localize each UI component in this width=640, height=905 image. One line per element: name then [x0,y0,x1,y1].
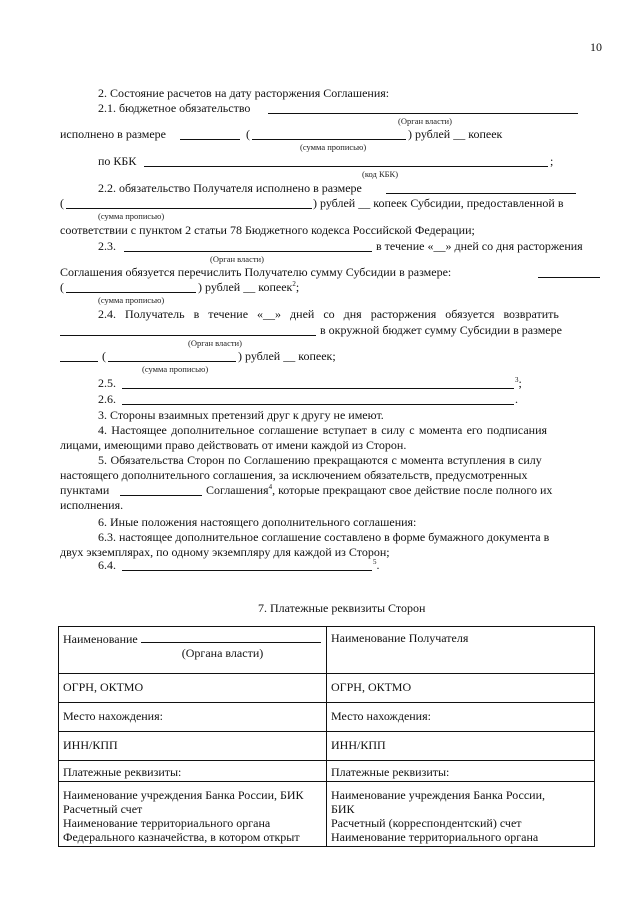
p21-paren-open: ( [246,127,250,141]
right-bank-line: Наименование территориального органа [331,830,539,844]
p23-amount-line[interactable] [538,277,600,278]
p64-end: $^5$. [373,558,380,572]
p26-end: . [515,392,518,406]
p23-paren-open: ( [60,280,64,294]
p21-amount-words-line[interactable] [252,139,406,140]
p22-label: 2.2. обязательство Получателя исполнено в размере [98,181,362,195]
section-5-line3-rest: Соглашения$^4$, которые прекращают свое действие после полного их [206,483,553,497]
table-row [59,627,595,674]
section-4-line2: лицами, имеющими право действовать от имени каждой из Сторон. [60,438,407,452]
p26-label: 2.6. [98,392,116,406]
p25-end: $^3$; [515,376,522,390]
section-5-line1: 5. Обязательства Сторон по Соглашению прекращаются с момента вступления в силу [98,453,542,467]
left-location-cell: Место нахождения: [59,703,327,732]
p21-amount-caption: (сумма прописью) [300,142,367,152]
p22-rubles-text: ) рублей __ копеек Субсидии, предоставленной в [313,196,564,210]
p24-organ-caption: (Орган власти) [188,338,242,348]
p23-amount-words-line[interactable] [66,292,196,293]
right-payment-cell: Платежные реквизиты: [327,761,595,782]
right-name-label: Наименование Получателя [331,631,469,645]
p24-budget-text: в окружной бюджет сумму Субсидии в размере [320,323,562,337]
p23-organ-line[interactable] [124,251,372,252]
right-bank-line: БИК [331,802,355,816]
right-inn-cell: ИНН/КПП [327,732,595,761]
p24-amount-line[interactable] [60,361,98,362]
p22-amount-line[interactable] [386,193,576,194]
left-bank-cell [59,782,327,847]
p22-amount-words-line[interactable] [66,208,312,209]
p24-line1: 2.4. Получатель в течение «__» дней со дня расторжения обязуется возвратить [98,307,559,321]
kbk-semicolon: ; [550,154,554,168]
p23-rubles-text: ) рублей __ копеек$^2$; [198,280,300,294]
section-7-heading: 7. Платежные реквизиты Сторон [258,601,426,615]
p21-organ-caption: (Орган власти) [398,116,452,126]
p24-amount-words-line[interactable] [108,361,236,362]
left-bank-line: Федерального казначейства, в котором открыт [63,830,300,844]
p23-days: в течение «__» дней со дня расторжения [376,239,583,253]
left-name-cell [59,627,327,674]
section-5-line4: исполнения. [60,498,124,512]
p64-line[interactable] [122,570,372,571]
table-row [59,674,595,703]
requisites-table [58,626,595,847]
right-bank-cell [327,782,595,847]
section-2-heading: 2. Состояние расчетов на дату расторжения Соглашения: [98,86,390,100]
table-row [59,703,595,732]
kbk-caption: (код КБК) [362,169,399,179]
p22-amount-caption: (сумма прописью) [98,211,165,221]
p64-label: 6.4. [98,558,116,572]
p21-rubles-kopeks: ) рублей __ копеек [408,127,503,141]
p63-line1: 6.3. настоящее дополнительное соглашение составлено в форме бумажного документа в [98,530,550,544]
p25-label: 2.5. [98,376,116,390]
p23-label: 2.3. [98,239,116,253]
kbk-line[interactable] [144,166,548,167]
right-bank-line: Наименование учреждения Банка России, [331,788,545,802]
p26-line[interactable] [122,404,514,405]
left-bank-line: Расчетный счет [63,802,143,816]
right-name-cell [327,627,595,674]
right-ogrn-cell: ОГРН, ОКТМО [327,674,595,703]
p22-basis: соответствии с пунктом 2 статьи 78 Бюджетного кодекса Российской Федерации; [60,223,475,237]
p23-organ-caption: (Орган власти) [210,254,264,264]
section-5-points-line[interactable] [120,495,202,496]
p24-amount-caption: (сумма прописью) [142,364,209,374]
left-bank-line: Наименование учреждения Банка России, БИК [63,788,304,802]
p24-paren-open: ( [102,349,106,363]
right-bank-line: Расчетный (корреспондентский) счет [331,816,522,830]
p24-rubles-text: ) рублей __ копеек; [238,349,336,363]
page-number: 10 [590,40,602,54]
p63-line2: двух экземплярах, по одному экземпляру для каждой из Сторон; [60,545,390,559]
section-5-points-label: пунктами [60,483,110,497]
left-inn-cell: ИНН/КПП [59,732,327,761]
left-payment-cell: Платежные реквизиты: [59,761,327,782]
table-row [59,732,595,761]
p22-paren-open: ( [60,196,64,210]
left-bank-line: Наименование территориального органа [63,816,271,830]
p21-label: 2.1. бюджетное обязательство [98,101,251,115]
p21-amount-line[interactable] [180,139,240,140]
p21-organ-line[interactable] [268,113,578,114]
p21-executed-label: исполнено в размере [60,127,166,141]
section-4-line1: 4. Настоящее дополнительное соглашение вступает в силу с момента его подписания [98,423,548,437]
p24-organ-line[interactable] [60,335,316,336]
right-location-cell: Место нахождения: [327,703,595,732]
kbk-label: по КБК [98,154,137,168]
table-row [59,761,595,782]
p23-transfer-text: Соглашения обязуется перечислить Получателю сумму Субсидии в размере: [60,265,452,279]
section-3: 3. Стороны взаимных претензий друг к другу не имеют. [98,408,384,422]
table-row [59,782,595,847]
left-name-line[interactable] [141,631,321,643]
section-5-line2: настоящего дополнительного соглашения, за исключением обязательств, предусмотренных [60,468,528,482]
section-6-heading: 6. Иные положения настоящего дополнительного соглашения: [98,515,417,529]
left-ogrn-cell: ОГРН, ОКТМО [59,674,327,703]
left-name-label: Наименование [63,632,138,646]
p23-amount-caption: (сумма прописью) [98,295,165,305]
p25-line[interactable] [122,388,514,389]
left-name-caption: (Органа власти) [181,646,264,660]
